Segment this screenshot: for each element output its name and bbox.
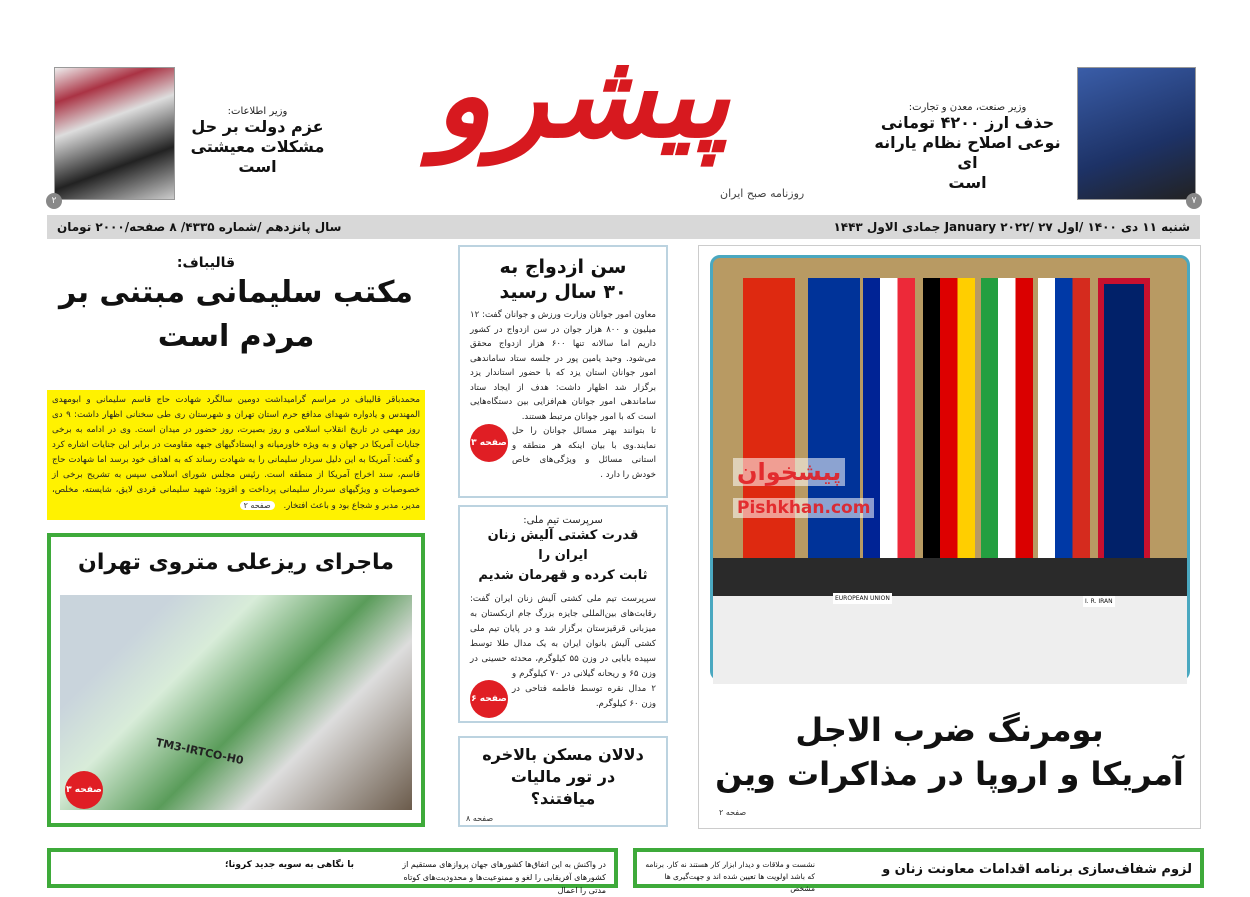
page-ref: صفحه ۲	[240, 501, 275, 510]
newspaper-logo	[434, 0, 805, 215]
kicker: سرپرست تیم ملی:	[523, 515, 603, 526]
minister-photo	[54, 67, 175, 200]
page-number: ۲	[46, 193, 62, 209]
page-ref: صفحه ۲	[719, 808, 747, 817]
date: شنبه ۱۱ دی ۱۴۰۰ /اول January ۲۰۲۲/ ۲۷ جمادی الاول ۱۴۴۳	[833, 220, 1190, 234]
bottom-right-story[interactable]	[633, 848, 1204, 893]
main-story[interactable]	[698, 245, 1201, 829]
headline: قدرت کشتی آلیش زنان ایران را ثابت کرده و قهرمان شدیم	[478, 528, 648, 583]
headline: ماجرای ریزعلی متروی تهران	[78, 550, 394, 575]
kicker: وزیر اطلاعات:	[227, 106, 288, 117]
headline: لزوم شفاف‌سازی برنامه اقدامات معاونت زنان و	[882, 862, 1192, 877]
body-wrap	[470, 592, 656, 712]
marriage-story[interactable]	[458, 245, 668, 498]
body-wrap	[52, 393, 420, 514]
body: سرپرست تیم ملی کشتی آلیش زنان ایران گفت: رقابت‌های بین‌المللی جایزه بزرگ جام ازبکستان به میزبانی قرقیزستان برگزار شد و در پایان تیم ملی کشتی آلیش بانوان ایران به یک مدال طلا توسط سپیده بابایی در وزن ۵۵ کیلوگرم، محدثه حسینی در وزن ۶۵ و ریحانه گیلانی در ۷۰ کیلوگرم و ۲ مدال نقره توسط فاطمه فتاحی در وزن ۶۰ کیلوگرم.	[470, 594, 657, 709]
issue-info: سال پانزدهم /شماره ۴۳۳۵/ ۸ صفحه/۲۰۰۰ تومان	[57, 220, 342, 234]
main-headline: بومرنگ ضرب الاجل آمریکا و اروپا در مذاکرات وین	[715, 711, 1184, 793]
headline: عزم دولت بر حل مشکلات معیشتی است	[190, 117, 325, 176]
body: تا بتوانند بهتر مسائل جوانان را حل نمایند.وی با بیان اینکه هر منطقه و استانی مسائل و ویژگی‌های خاص خودش را دارد .	[512, 426, 656, 480]
watermark: Pishkhan.com	[733, 498, 874, 518]
headline: حذف ارز ۴۲۰۰ تومانی نوعی اصلاح نظام یارانه ای است	[874, 113, 1061, 192]
placard: I. R. IRAN	[1085, 598, 1113, 605]
page-ref: صفحه ۸	[466, 814, 494, 823]
page-number: ۷	[1186, 193, 1202, 209]
kicker: قالیباف:	[176, 255, 236, 271]
body-continued	[470, 424, 656, 482]
body: محمدباقر قالیباف در مراسم گرامیداشت دومین سالگرد شهادت حاج قاسم سلیمانی و ابومهدی المهندس و یادواره شهدای مدافع حرم استان تهران و شهرستان ری طی سخنانی اظهار داشت: ۹ دی روز مهمی در تاریخ انقلاب اسلامی و روز بصیرت، روز حضور در میدان است. وی در ادامه به برخی جنایات آمریکا در جهان و به ویژه خاورمیانه و ایستادگیهای جبهه مقاومت در برابر این جنایات اشاره کرد و گفت: آمریکا به این دلیل سردار سلیمانی را به شهادت رساند که به اهداف خود برسد اما شهادت حاج قاسم، سند اخراج آمریکا از منطقه است. رئیس مجلس شورای اسلامی سپس به تشریح برخی از خصوصیات و ویژگیهای سردار سلیمانی پرداخت و افزود: شهید سلیمانی فردی لایق، شایسته، مخلص، مدیر، مدبر و شجاع بود و باعث افتخار.	[52, 395, 420, 511]
logo-subtitle: روزنامه صبح ایران	[720, 187, 805, 200]
kicker: با نگاهی به سویه جدید کرونا؛	[225, 860, 354, 870]
story-top-left[interactable]	[185, 106, 330, 177]
headline: مکتب سلیمانی مبتنی بر مردم است	[59, 275, 413, 354]
train-label: TM3-IRTCO-H0	[154, 735, 245, 768]
placard: EUROPEAN UNION	[835, 595, 890, 602]
metro-photo	[60, 595, 412, 810]
bottom-left-story[interactable]	[47, 848, 618, 895]
page-badge[interactable]: صفحه ۶	[470, 680, 508, 718]
body: نشست و ملاقات و دیدار ابزار کار هستند نه کار. برنامه که باشد اولویت ها تعیین شده اند و جهت‌گیری ها مشخص	[645, 860, 815, 893]
headline: دلالان مسکن بالاخره در تور مالیات میافتند؟	[482, 745, 644, 808]
page-badge[interactable]: صفحه ۳	[65, 771, 103, 809]
wrestling-story[interactable]	[458, 505, 668, 723]
info-bar	[47, 215, 1200, 239]
ghalibaf-body-box	[47, 390, 425, 520]
ghalibaf-story[interactable]	[47, 255, 425, 359]
housing-story[interactable]	[458, 736, 668, 827]
body: معاون امور جوانان وزارت ورزش و جوانان گفت: ۱۲ میلیون و ۸۰۰ هزار جوان در سن ازدواج در کشور داریم اما سالانه تنها ۶۰۰ هزار ازدواج محقق می‌شود. وحید یامین پور در جلسه ستاد ساماندهی امور جوانان استان یزد که با حضور استاندار یزد برگزار شد اظهار داشت: هدف از ایجاد ستاد ساماندهی امور جوانان هم‌افزایی بین دستگاه‌هایی است که با امور جوانان مرتبط هستند.	[470, 310, 656, 422]
headline: سن ازدواج به ۳۰ سال رسید	[499, 256, 627, 303]
minister-photo	[1077, 67, 1196, 200]
metro-story[interactable]	[47, 533, 425, 827]
logo-text: پیشرو	[434, 25, 730, 164]
negotiation-photo	[710, 255, 1190, 681]
kicker: وزیر صنعت، معدن و تجارت:	[908, 102, 1027, 113]
page-badge[interactable]: صفحه ۳	[470, 424, 508, 462]
body: در واکنش به این اتفاق‌ها کشورهای جهان پروازهای مستقیم از کشورهای آفریقایی را لغو و ممنوعیت‌ها و محدودیت‌های کوتاه مدتی را اعمال	[402, 860, 606, 895]
watermark: پیشخوان	[733, 458, 845, 486]
story-top-right[interactable]	[865, 102, 1070, 193]
